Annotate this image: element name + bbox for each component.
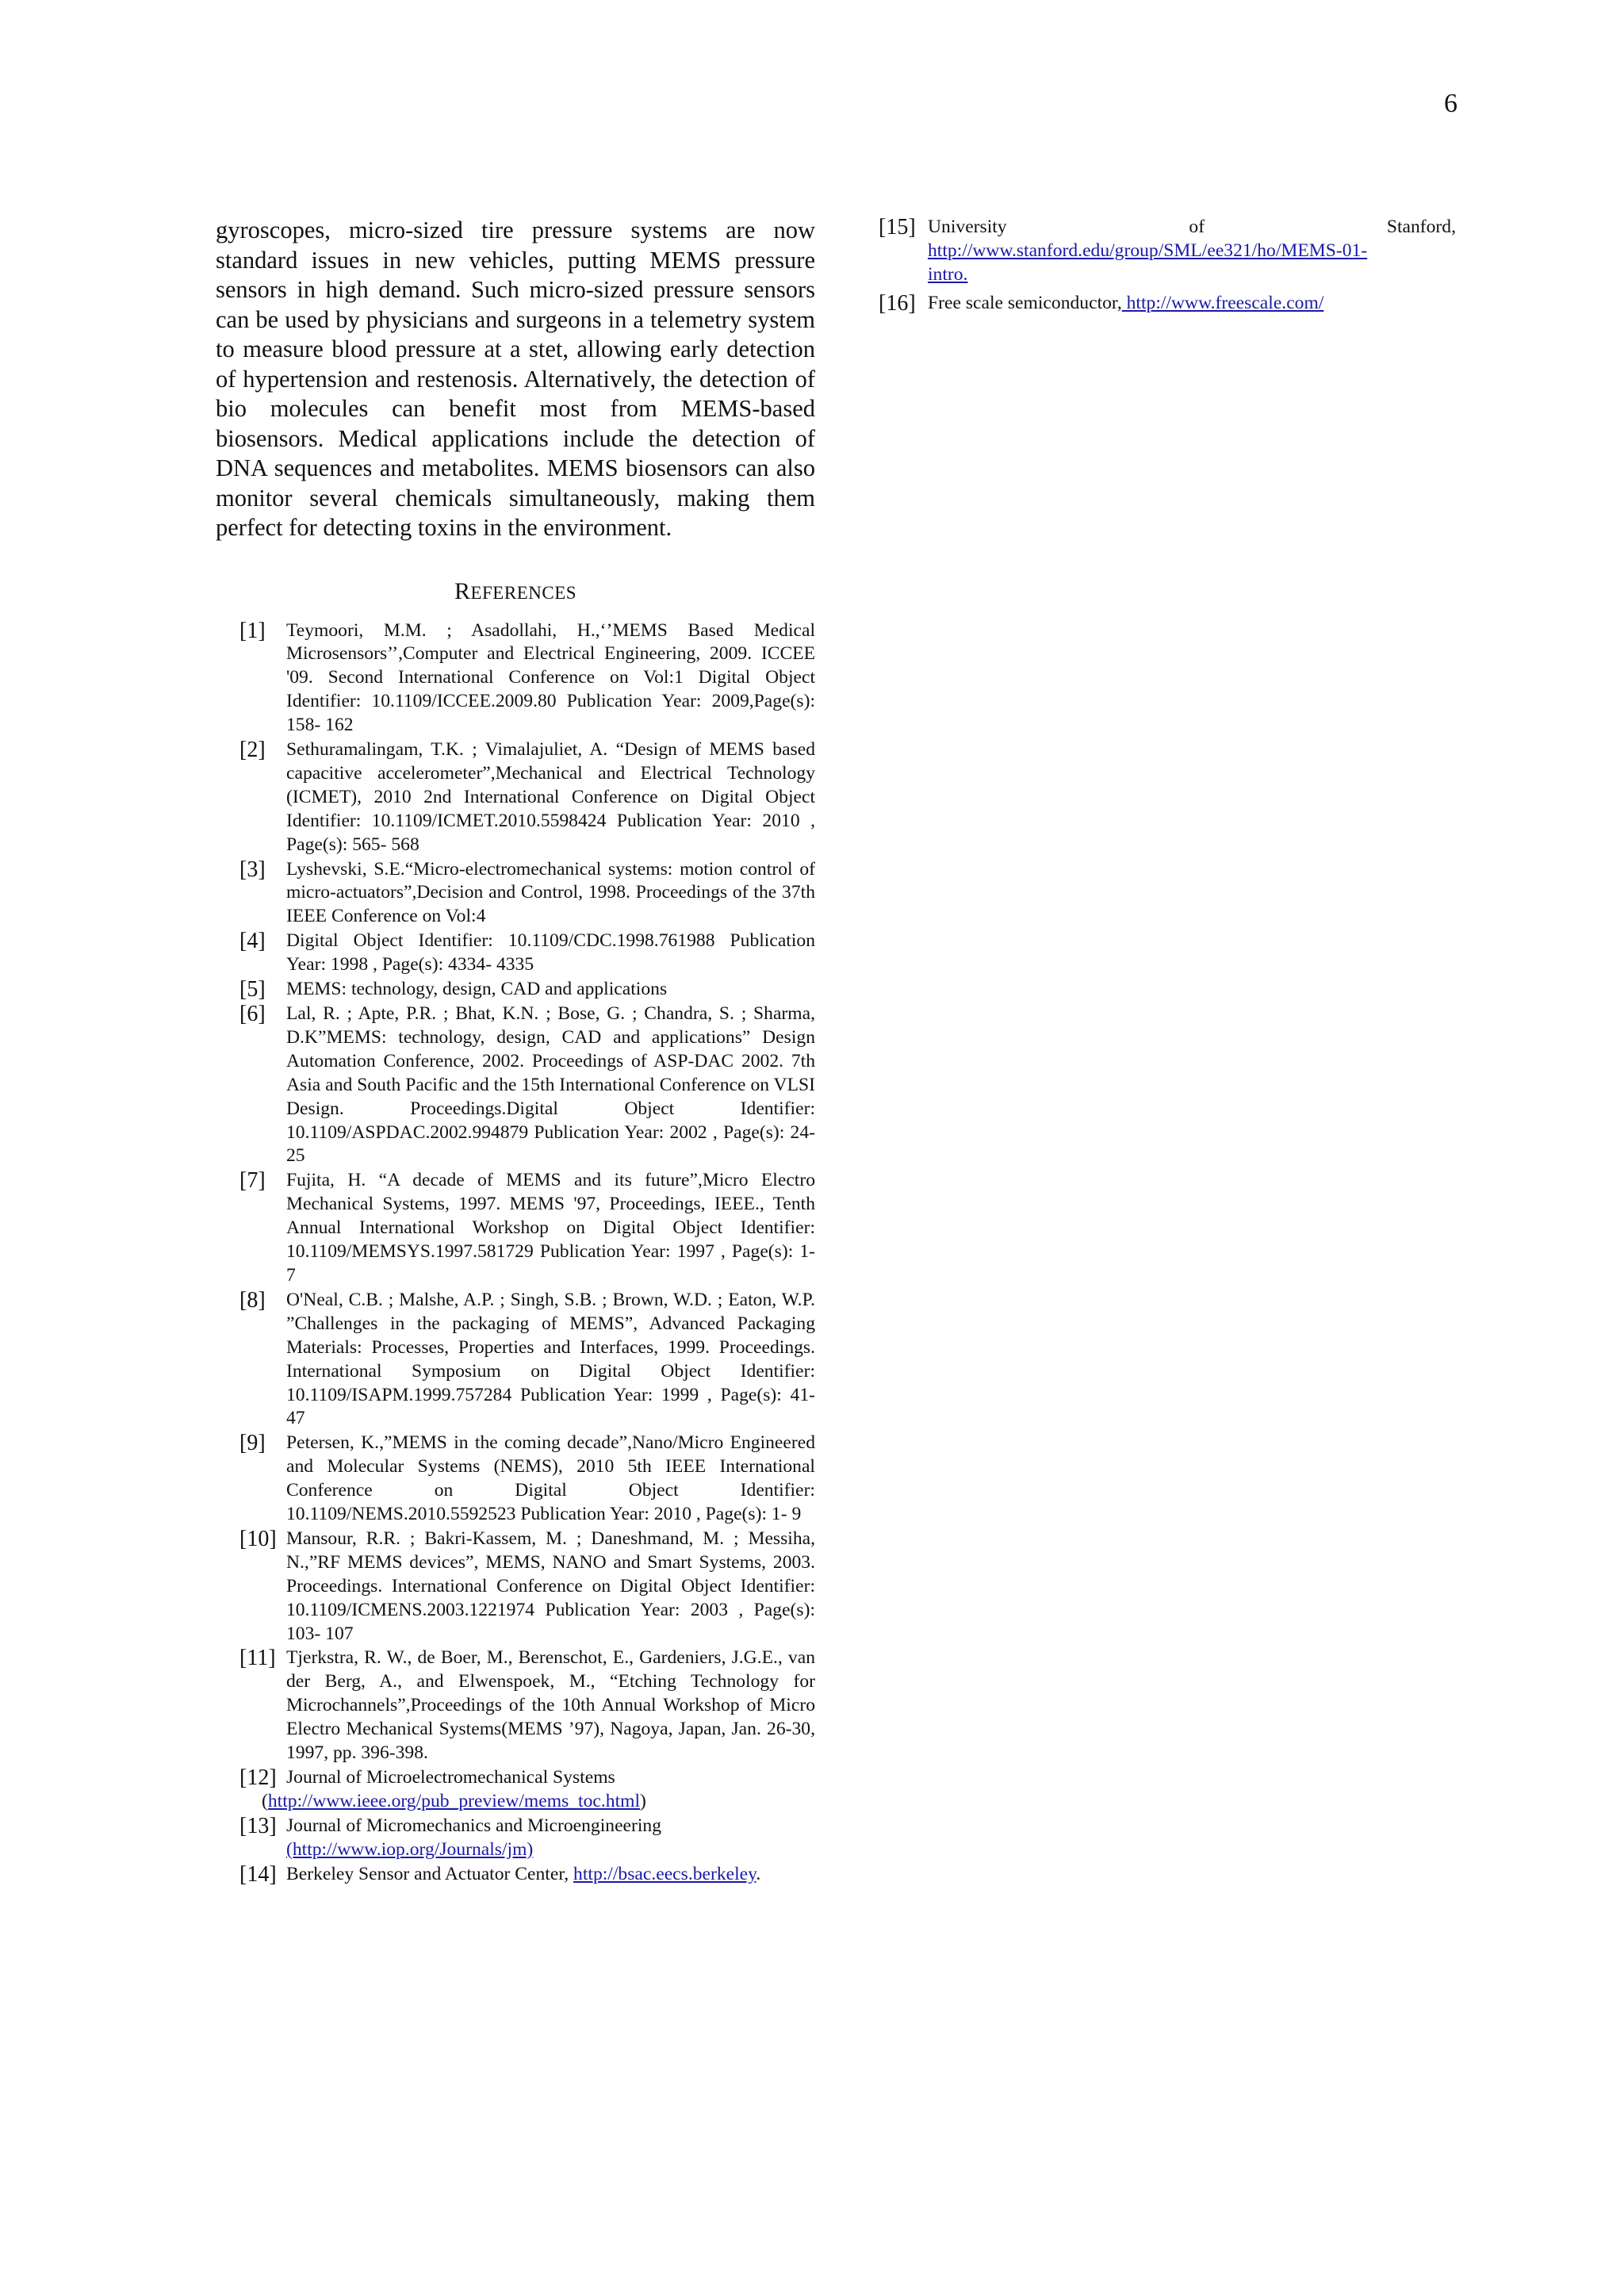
reference-item-14 xyxy=(216,1863,815,1887)
reference-text: MEMS: technology, design, CAD and applications xyxy=(286,979,668,1000)
reference-number: [16] xyxy=(879,290,916,316)
reference-number: [12] xyxy=(239,1765,277,1790)
reference-text: Lyshevski, S.E.“Micro-electromechanical systems: motion control of micro-actuators”,Decision and Control, 1998. Proceedings of the 37th IEEE Conference on Vol:4 xyxy=(286,858,815,927)
reference-number: [10] xyxy=(239,1526,277,1551)
reference-number: [6] xyxy=(239,1002,266,1026)
reference-link[interactable]: (http://www.iop.org/Journals/jm) xyxy=(286,1838,534,1860)
reference-list-right xyxy=(879,216,1456,316)
reference-item-3 xyxy=(216,858,815,930)
reference-number: [13] xyxy=(239,1813,277,1838)
reference-number: [14] xyxy=(239,1861,277,1887)
reference-item-13 xyxy=(216,1815,815,1862)
reference-item-11 xyxy=(216,1646,815,1765)
reference-item-4 xyxy=(216,930,815,977)
reference-tail: . xyxy=(756,1863,761,1884)
reference-text: Digital Object Identifier: 10.1109/CDC.1998.761988 Publication Year: 1998 , Page(s): 4334- 4335 xyxy=(286,930,815,976)
reference-item-2 xyxy=(216,738,815,857)
reference-item-7 xyxy=(216,1169,815,1288)
reference-number: [8] xyxy=(239,1287,266,1313)
reference-url-wrapper: (http://www.ieee.org/pub_preview/mems_toc.html) xyxy=(262,1790,646,1811)
reference-number: [3] xyxy=(239,857,266,882)
reference-link-line-1: http://www.stanford.edu/group/SML/ee321/ho/MEMS-01- xyxy=(928,240,1368,261)
reference-text: Berkeley Sensor and Actuator Center, xyxy=(286,1863,569,1884)
references-heading-rest: EFERENCES xyxy=(470,582,577,603)
reference-number: [15] xyxy=(879,215,916,240)
reference-link[interactable]: http://www.ieee.org/pub_preview/mems_toc.html xyxy=(267,1790,641,1811)
reference-text: Mansour, R.R. ; Bakri-Kassem, M. ; Daneshmand, M. ; Messiha, N.,”RF MEMS devices”, MEMS, NANO and Smart Systems, 2003. Proceedings. International Conference on Digital Object Identifier: 10.1109/ICMENS.2003.1221974 Publication Year: 2003 , Page(s): 103- 107 xyxy=(286,1527,815,1644)
reference-item-10 xyxy=(216,1527,815,1646)
right-column xyxy=(879,216,1456,316)
reference-link[interactable]: http://www.freescale.com/ xyxy=(1121,292,1324,313)
reference-number: [2] xyxy=(239,738,266,763)
reference-number: [9] xyxy=(239,1431,266,1456)
left-column xyxy=(216,216,815,1888)
reference-text: Tjerkstra, R. W., de Boer, M., Berenschot, E., Gardeniers, J.G.E., van der Berg, A., and Elwenspoek, M., “Etching Technology for Microchannels”,Proceedings of the 10th Annual Workshop of Micro Electro Mechanical Systems(MEMS ’97), Nagoya, Japan, Jan. 26-30, 1997, pp. 396-398. xyxy=(286,1647,815,1764)
reference-item-8 xyxy=(216,1289,815,1431)
reference-text: Fujita, H. “A decade of MEMS and its future”,Micro Electro Mechanical Systems, 1997. MEMS '97, Proceedings, IEEE., Tenth Annual International Workshop on Digital Object Identifier: 10.1109/MEMSYS.1997.581729 Publication Year: 1997 , Page(s): 1- 7 xyxy=(286,1170,815,1286)
reference-link-line-2: intro. xyxy=(928,263,968,285)
reference-link[interactable] xyxy=(928,240,1456,287)
body-paragraph: gyroscopes, micro-sized tire pressure systems are now standard issues in new vehicles, putting MEMS pressure sensors in high demand. Such micro-sized pressure sensors can be used by physicians and surgeons in a telemetry system to measure blood pressure at a stet, allowing early detection of hypertension and restenosis. Alternatively, the detection of bio molecules can benefit most from MEMS-based biosensors. Medical applications include the detection of DNA sequences and metabolites. MEMS biosensors can also monitor several chemicals simultaneously, making them perfect for detecting toxins in the environment. xyxy=(216,217,815,541)
reference-list xyxy=(216,619,815,1766)
reference-number: [5] xyxy=(239,977,266,1002)
page-number: 6 xyxy=(1444,89,1457,118)
reference-number: [4] xyxy=(239,929,266,954)
reference-item-1 xyxy=(216,619,815,738)
reference-text: Free scale semiconductor, xyxy=(928,292,1122,313)
reference-number: [11] xyxy=(239,1646,276,1671)
reference-number: [1] xyxy=(239,618,266,643)
reference-word: Stanford, xyxy=(1386,217,1456,237)
references-heading xyxy=(216,578,815,605)
reference-link[interactable]: http://bsac.eecs.berkeley xyxy=(573,1863,756,1884)
references-heading-initial: R xyxy=(454,577,471,604)
reference-item-16 xyxy=(879,292,1456,316)
reference-word: of xyxy=(1189,217,1205,237)
reference-item-12 xyxy=(216,1766,815,1814)
reference-item-9 xyxy=(216,1432,815,1527)
reference-word: University xyxy=(928,217,1007,237)
reference-item-6 xyxy=(216,1002,815,1168)
reference-item-5 xyxy=(216,978,815,1002)
reference-text: O'Neal, C.B. ; Malshe, A.P. ; Singh, S.B. ; Brown, W.D. ; Eaton, W.P. ”Challenges in the packaging of MEMS”, Advanced Packaging Materials: Processes, Properties and Interfaces, 1999. Proceedings. International Symposium on Digital Object Identifier: 10.1109/ISAPM.1999.757284 Publication Year: 1999 , Page(s): 41- 47 xyxy=(286,1289,815,1429)
reference-number: [7] xyxy=(239,1168,266,1194)
reference-text: Lal, R. ; Apte, P.R. ; Bhat, K.N. ; Bose, G. ; Chandra, S. ; Sharma, D.K”MEMS: technology, design, CAD and applications” Design Automation Conference, 2002. Proceedings of ASP-DAC 2002. 7th Asia and South Pacific and the 15th International Conference on VLSI Design. Proceedings.Digital Object Identifier: 10.1109/ASPDAC.2002.994879 Publication Year: 2002 , Page(s): 24- 25 xyxy=(286,1003,815,1167)
reference-text: Journal of Micromechanics and Microengineering xyxy=(286,1815,662,1836)
reference-list-links xyxy=(216,1766,815,1887)
reference-item-15 xyxy=(879,216,1456,287)
reference-text: Journal of Microelectromechanical Systems xyxy=(286,1767,615,1788)
reference-text: Teymoori, M.M. ; Asadollahi, H.,‘’MEMS Based Medical Microsensors’’,Computer and Electrical Engineering, 2009. ICCEE '09. Second International Conference on Vol:1 Digital Object Identifier: 10.1109/ICCEE.2009.80 Publication Year: 2009,Page(s): 158- 162 xyxy=(286,619,815,736)
reference-text: Petersen, K.,”MEMS in the coming decade”,Nano/Micro Engineered and Molecular Systems (NEMS), 2010 5th IEEE International Conference on Digital Object Identifier: 10.1109/NEMS.2010.5592523 Publication Year: 2010 , Page(s): 1- 9 xyxy=(286,1432,815,1525)
reference-text-line xyxy=(928,216,1456,240)
reference-text: Sethuramalingam, T.K. ; Vimalajuliet, A. “Design of MEMS based capacitive accelerometer”,Mechanical and Electrical Technology (ICMET), 2010 2nd International Conference on Digital Object Identifier: 10.1109/ICMET.2010.5598424 Publication Year: 2010 , Page(s): 565- 568 xyxy=(286,739,815,855)
